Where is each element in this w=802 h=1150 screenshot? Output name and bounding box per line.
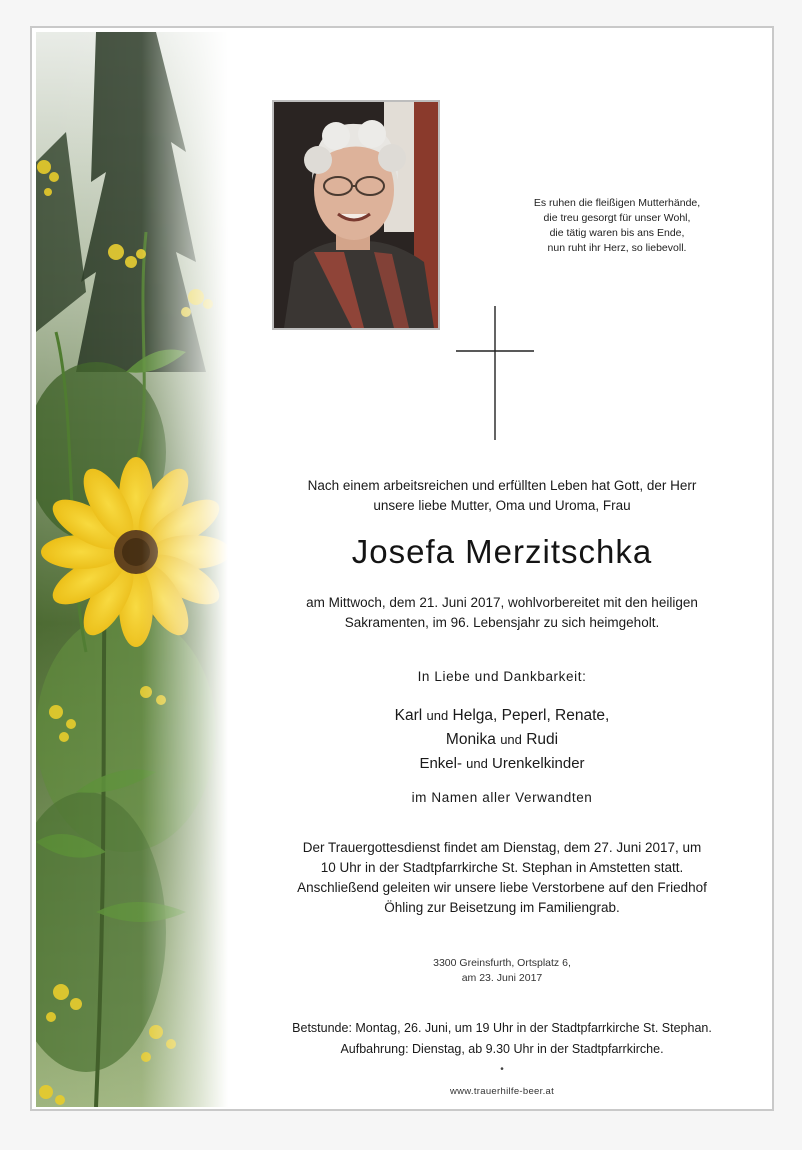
service-line: 10 Uhr in der Stadtpfarrkirche St. Stephan in Amstetten statt. xyxy=(320,860,684,875)
portrait-photo xyxy=(272,100,440,330)
intro-text xyxy=(252,476,752,516)
address-date: am 23. Juni 2017 xyxy=(461,972,543,984)
address-block xyxy=(252,956,752,986)
grandkids-a: Enkel- xyxy=(419,755,462,772)
intro-line: Nach einem arbeitsreichen und erfüllten Leben hat Gott, der Herr xyxy=(307,478,697,493)
funeral-service-info xyxy=(252,838,752,918)
family-name: Rudi xyxy=(526,731,559,748)
family-conjunction: und xyxy=(426,708,449,723)
viewing-time: Aufbahrung: Dienstag, ab 9.30 Uhr in der Stadtpfarrkirche. xyxy=(340,1042,664,1056)
portrait-illustration xyxy=(274,102,438,328)
sunflower-illustration xyxy=(36,32,228,1107)
cross-icon xyxy=(456,306,534,440)
prayer-hour: Betstunde: Montag, 26. Juni, um 19 Uhr in der Stadtpfarrkirche St. Stephan. xyxy=(292,1021,712,1035)
poem-line: Es ruhen die fleißigen Mutterhände, xyxy=(533,197,701,209)
obituary-card xyxy=(30,26,774,1111)
website-link[interactable]: www.trauerhilfe-beer.at xyxy=(449,1086,555,1097)
service-line: Öhling zur Beisetzung im Familiengrab. xyxy=(384,900,620,915)
death-info-line: Sakramenten, im 96. Lebensjahr zu sich heimgeholt. xyxy=(344,615,660,630)
bullet-dot: • xyxy=(500,1064,504,1075)
death-info-line: am Mittwoch, dem 21. Juni 2017, wohlvorbereitet mit den heiligen xyxy=(306,595,698,610)
intro-line: unsere liebe Mutter, Oma und Uroma, Frau xyxy=(373,498,631,513)
service-line: Anschließend geleiten wir unsere liebe Verstorbene auf den Friedhof xyxy=(297,880,707,895)
family-conjunction: und xyxy=(500,732,522,747)
service-line: Der Trauergottesdienst findet am Dienstag, dem 27. Juni 2017, um xyxy=(302,840,702,855)
family-names xyxy=(252,704,752,752)
grandchildren-line xyxy=(252,755,752,772)
grandkids-b: Urenkelkinder xyxy=(492,755,585,772)
grandkids-conjunction: und xyxy=(466,756,488,771)
poem-line: die treu gesorgt für unser Wohl, xyxy=(543,212,691,224)
memorial-poem xyxy=(502,196,732,256)
poem-line: nun ruht ihr Herz, so liebevoll. xyxy=(547,242,687,254)
family-name: Karl xyxy=(394,707,423,724)
flower-image-strip xyxy=(36,32,228,1107)
poem-line: die tätig waren bis ans Ende, xyxy=(549,227,685,239)
family-name: Helga, Peperl, Renate, xyxy=(452,707,610,724)
relatives-line: im Namen aller Verwandten xyxy=(411,790,593,805)
prayer-viewing-info xyxy=(252,1018,752,1060)
love-gratitude-line: In Liebe und Dankbarkeit: xyxy=(417,669,587,684)
death-info xyxy=(252,593,752,633)
family-name: Monika xyxy=(445,731,496,748)
address-line: 3300 Greinsfurth, Ortsplatz 6, xyxy=(433,957,571,969)
deceased-name: Josefa Merzitschka xyxy=(351,533,653,570)
